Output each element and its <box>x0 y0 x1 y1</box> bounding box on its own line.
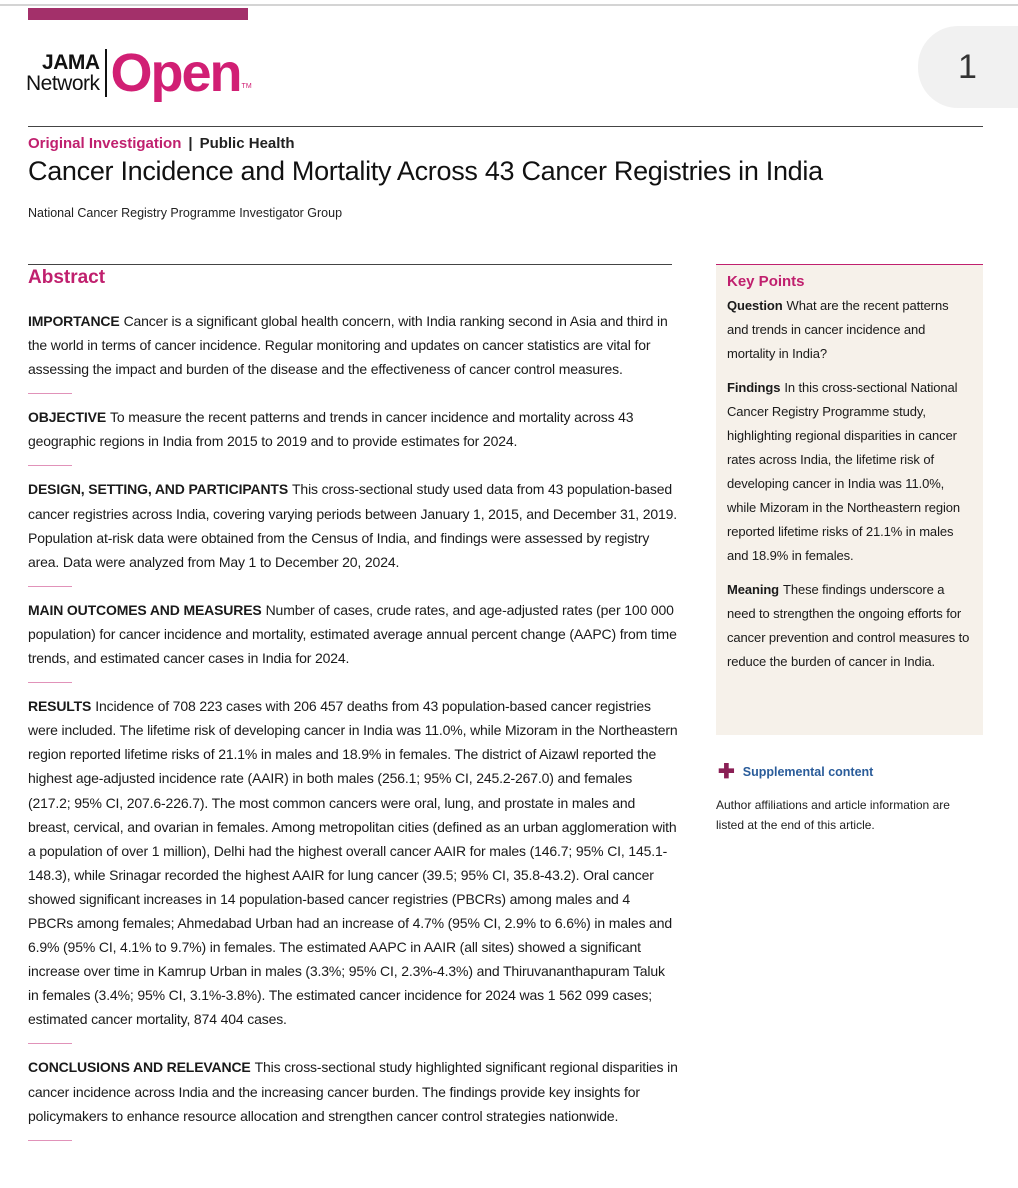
plus-icon: ✚ <box>718 761 735 783</box>
abstract-objective <box>28 405 678 453</box>
key-points-box <box>716 264 983 735</box>
abstract-conclusions <box>28 1055 678 1127</box>
key-point-label: Meaning <box>727 582 780 597</box>
logo-jama-text: JAMA <box>42 51 100 74</box>
section-text: This cross-sectional study used data from 43 population-based cancer registries across India, covering varying periods between January 1, 2015, and December 31, 2019. Population at-risk data were obtained from the Census of India, and findings were assessed by registry area. Data were analyzed from May 1 to December 20, 2024. <box>28 481 677 570</box>
section-label: RESULTS <box>28 698 92 715</box>
abstract-outcomes <box>28 598 678 670</box>
section-divider <box>28 682 72 683</box>
article-title: Cancer Incidence and Mortality Across 43 Cancer Registries in India <box>28 156 823 186</box>
section-text: Cancer is a significant global health concern, with India ranking second in Asia and third in the world in terms of cancer incidence. Regular monitoring and updates on cancer statistics are vital for assessing the impact and burden of the disease and the effectiveness of cancer control measures. <box>28 313 668 378</box>
abstract-importance <box>28 309 678 381</box>
logo-network-text: Network <box>26 72 100 95</box>
article-authors: National Cancer Registry Programme Investigator Group <box>28 206 343 220</box>
section-divider <box>28 1043 72 1044</box>
article-section-line <box>28 135 295 152</box>
key-point-label: Question <box>727 298 783 313</box>
header-rule <box>28 126 983 127</box>
key-point-text: What are the recent patterns and trends in cancer incidence and mortality in India? <box>727 298 949 361</box>
key-point-question <box>727 294 973 366</box>
section-divider <box>28 465 72 466</box>
section-text: To measure the recent patterns and trends in cancer incidence and mortality across 43 geographic regions in India from 2015 to 2019 and to provide estimates for 2024. <box>28 409 634 450</box>
article-category: Original Investigation <box>28 135 182 152</box>
abstract-body <box>28 309 678 1152</box>
affiliations-note: Author affiliations and article information are listed at the end of this article. <box>716 798 950 832</box>
abstract-heading: Abstract <box>28 267 106 288</box>
jama-network-open-logo[interactable] <box>26 43 252 103</box>
logo-wordmark-left <box>26 52 100 94</box>
abstract-design <box>28 477 678 573</box>
article-subcategory: Public Health <box>199 135 295 152</box>
key-point-text: In this cross-sectional National Cancer Registry Programme study, highlighting regional disparities in cancer rates across India, the lifetime risk of developing cancer in India was 11.0%, while Mizoram in the Northeastern region reported lifetime risks of 21.1% in males and 18.9% in females. <box>727 380 960 563</box>
section-label: OBJECTIVE <box>28 409 107 426</box>
section-text: This cross-sectional study highlighted significant regional disparities in cancer incidence across India and the increasing cancer burden. The findings provide key insights for policymakers to enhance resource allocation and strengthen cancer control strategies nationwide. <box>28 1059 678 1124</box>
supplemental-content-link[interactable] <box>718 762 873 782</box>
abstract-rule <box>28 264 672 265</box>
logo-open-text: Open <box>110 43 241 103</box>
key-point-meaning <box>727 578 973 674</box>
brand-bar <box>28 8 248 20</box>
section-separator: | <box>188 135 193 152</box>
top-rule <box>0 4 1018 6</box>
section-label: CONCLUSIONS AND RELEVANCE <box>28 1059 251 1076</box>
abstract-results <box>28 694 678 1031</box>
section-label: IMPORTANCE <box>28 313 120 329</box>
section-divider <box>28 586 72 587</box>
logo-divider <box>105 49 107 97</box>
section-text: Number of cases, crude rates, and age-adjusted rates (per 100 000 population) for cancer incidence and mortality, estimated average annual percent change (AAPC) from time trends, and estimated cancer cases in India for 2024. <box>28 601 677 667</box>
key-point-label: Findings <box>727 380 781 395</box>
logo-trademark: TM <box>241 83 252 90</box>
key-point-findings <box>727 376 973 568</box>
section-divider <box>28 1140 72 1141</box>
key-point-text: These findings underscore a need to strengthen the ongoing efforts for cancer prevention and control measures to reduce the burden of cancer in India. <box>727 582 970 669</box>
section-divider <box>28 393 72 394</box>
supplemental-content-label[interactable]: Supplemental content <box>742 765 874 779</box>
section-label: MAIN OUTCOMES AND MEASURES <box>28 601 262 618</box>
section-label: DESIGN, SETTING, AND PARTICIPANTS <box>28 481 289 498</box>
section-text: Incidence of 708 223 cases with 206 457 deaths from 43 population-based cancer registries were included. The lifetime risk of developing cancer in India was 11.0%, while Mizoram in the Northeastern region reported lifetime risks of 21.1% in males and 18.9% in females. The district of Aizawl reported the highest age-adjusted incidence rate (AAIR) in both males (256.1; 95% CI, 245.2-267.0) and females (217.2; 95% CI, 207.6-226.7). The most common cancers were oral, lung, and prostate in males and breast, cervical, and ovarian in females. Among metropolitan cities (defined as an urban agglomeration with a population of over 1 million), Delhi had the highest overall cancer AAIR for males (146.7; 95% CI, 145.1-148.3), while Srinagar recorded the highest AAIR for lung cancer (39.5; 95% CI, 35.8-43.2). Oral cancer showed significant increases in 14 population-based cancer registries (PBCRs) among males and 4 PBCRs among females; Ahmedabad Urban had an increase of 4.7% (95% CI, 2.9% to 6.6%) in males and 6.9% (95% CI, 4.1% to 9.7%) in females. The estimated AAPC in AAIR (all sites) showed a significant increase over time in Kamrup Urban in males (3.3%; 95% CI, 2.3%-4.3%) and Thiruvananthapuram Taluk in females (3.4%; 95% CI, 3.1%-3.8%). The estimated cancer incidence for 2024 was 1 562 099 cases; estimated cancer mortality, 874 404 cases. <box>28 698 678 1028</box>
key-points-heading: Key Points <box>727 273 805 290</box>
page-number: 1 <box>958 48 977 86</box>
